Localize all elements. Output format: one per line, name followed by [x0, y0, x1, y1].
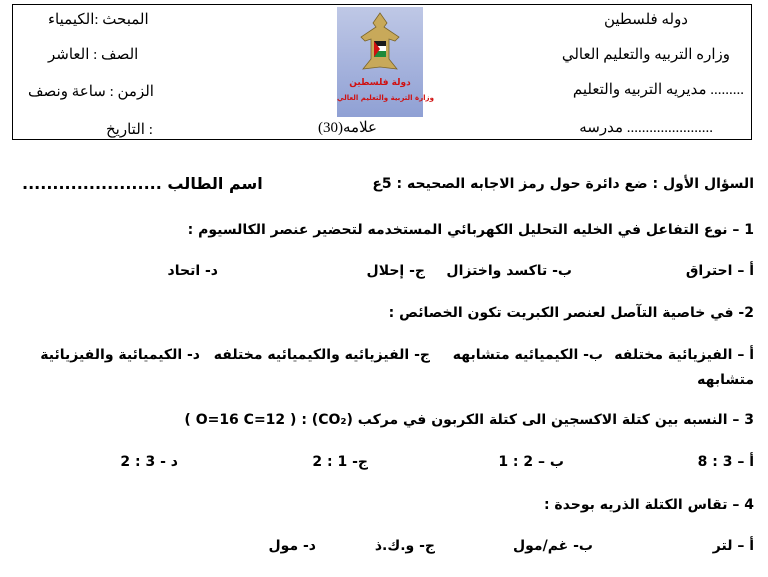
header-directorate: مديريه التربيه والتعليم ......... — [572, 82, 744, 98]
q4-option-b: ب- غم/مول — [512, 538, 593, 554]
q3-option-d: د - 3 : 2 — [120, 454, 178, 470]
question-2-text: 2- في خاصية التآصل لعنصر الكبريت تكون الخصائص : — [388, 305, 754, 321]
question-4-text: 4 – تقاس الكتلة الذريه بوحدة : — [543, 497, 754, 513]
header-school: مدرسه ....................... — [579, 120, 713, 136]
section-title: السؤال الأول : ضع دائرة حول رمز الاجابه الصحيحه : 5ع — [372, 176, 754, 192]
question-1-text: 1 – نوع التفاعل في الخليه التحليل الكهربائي المستخدمه لتحضير عنصر الكالسيوم : — [187, 222, 754, 238]
q1-option-b: ب- تاكسد واختزال — [446, 263, 572, 279]
header-grade: الصف : العاشر — [48, 47, 139, 63]
q2-option-d: د- الكيميائية والفيزيائية — [40, 347, 200, 363]
q2-option-c: ج- الفيزيائيه والكيميائيه مختلفه — [213, 347, 430, 363]
q3-option-c: ج- 1 : 2 — [312, 454, 368, 470]
q1-option-c: ج- إحلال — [366, 263, 425, 279]
q1-option-a: أ – احتراق — [685, 263, 754, 279]
header-subject: المبحث :الكيمياء — [48, 12, 149, 28]
student-name-field: اسم الطالب ....................... — [22, 174, 263, 193]
logo-text-state: دولة فلسطين — [349, 78, 411, 88]
header-ministry: وزاره التربيه والتعليم العالي — [561, 47, 730, 63]
q2-option-b: ب- الكيميائيه متشابهه — [452, 347, 603, 363]
q2-option-a: أ – الفيزيائية مختلفه — [614, 347, 754, 363]
header-time: الزمن : ساعة ونصف — [28, 84, 154, 100]
q3-option-b: ب – 2 : 1 — [498, 454, 564, 470]
q4-option-d: د- مول — [268, 538, 316, 554]
q3-option-a: أ – 3 : 8 — [697, 454, 754, 470]
question-3-text: 3 – النسبه بين كتلة الاكسجين الى كتلة الكربون في مركب (CO₂) : ( O=16 C=12 ) — [184, 412, 754, 428]
header-marks: (30)علامه — [318, 120, 377, 136]
header-date: التاريخ : — [106, 122, 153, 138]
header-state: دوله فلسطين — [603, 12, 688, 28]
q4-option-c: ج- و.ك.ذ — [374, 538, 435, 554]
q2-option-d-continued: متشابهه — [697, 372, 754, 388]
logo-text-ministry: وزارة التربية والتعليم العالي — [337, 94, 434, 102]
q1-option-d: د- اتحاد — [167, 263, 218, 279]
q4-option-a: أ – لتر — [712, 538, 754, 554]
